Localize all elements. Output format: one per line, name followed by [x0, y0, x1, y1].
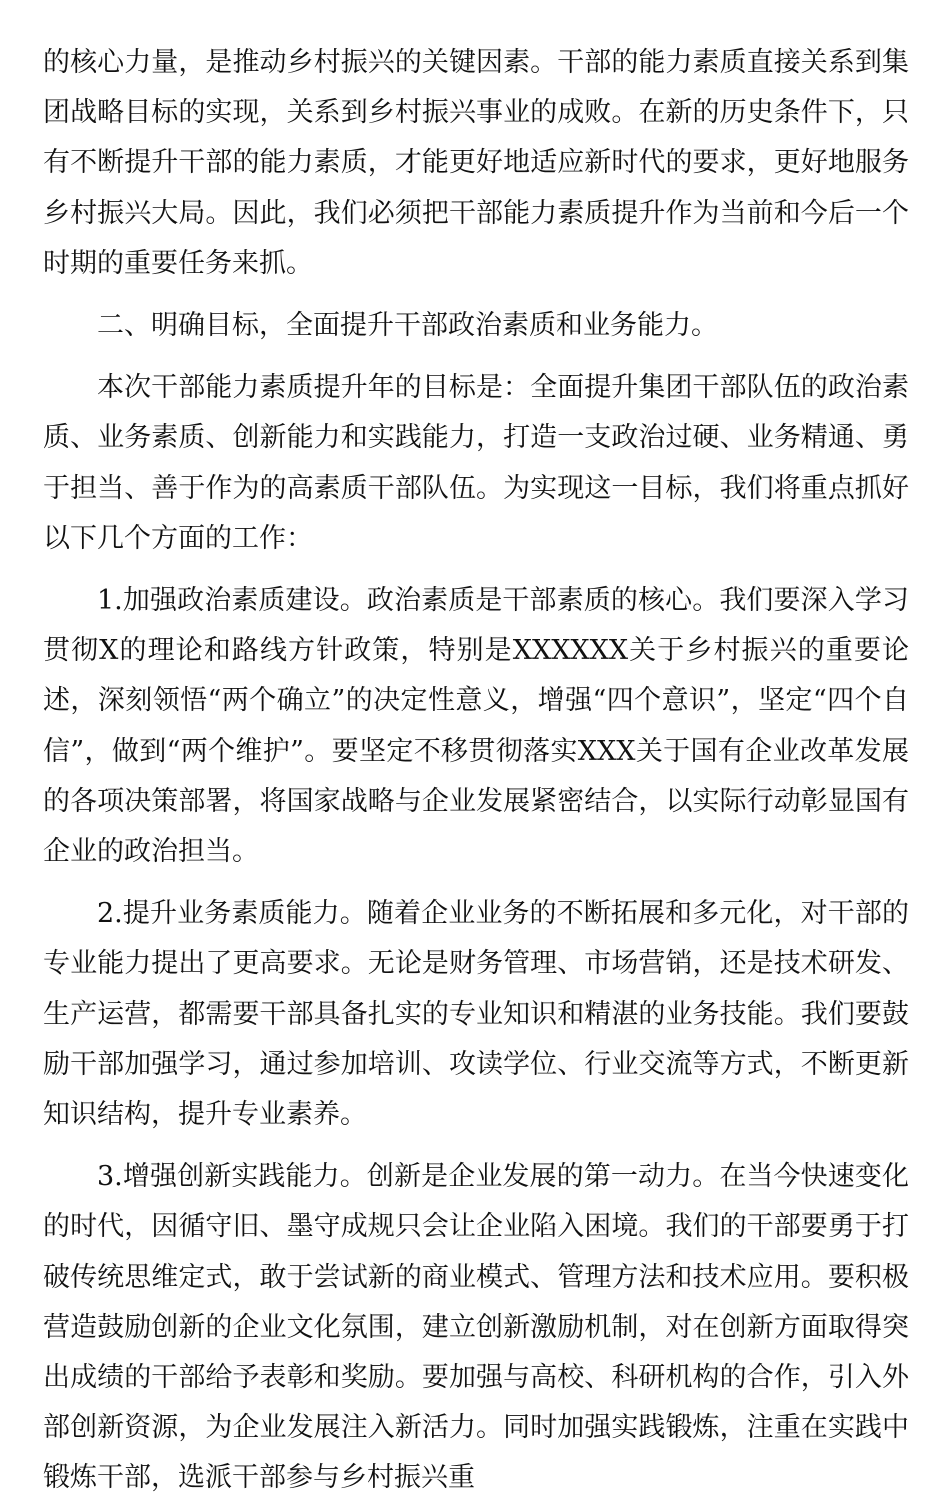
section-heading-2: 二、明确目标，全面提升干部政治素质和业务能力。: [97, 310, 718, 342]
item-business-ability: 2.提升业务素质能力。随着企业业务的不断拓展和多元化，对干部的专业能力提出了更高要求。无论是财务管理、市场营销，还是技术研发、生产运营，都需要干部具备扎实的专业知识和精湛的业务技能。我们要鼓励干部加强学习，通过参加培训、攻读学位、行业交流等方式，不断更新知识结构，提升专业素养。: [43, 898, 909, 1131]
item-political-quality: 1.加强政治素质建设。政治素质是干部素质的核心。我们要深入学习贯彻X的理论和路线方针政策，特别是XXXXXX关于乡村振兴的重要论述，深刻领悟“两个确立”的决定性意义，增强“四个意识”，坚定“四个自信”，做到“两个维护”。要坚定不移贯彻落实XXX关于国有企业改革发展的各项决策部署，将国家战略与企业发展紧密结合，以实际行动彰显国有企业的政治担当。: [43, 585, 909, 868]
document-page: [43, 38, 909, 1504]
paragraph-goal: 本次干部能力素质提升年的目标是：全面提升集团干部队伍的政治素质、业务素质、创新能力和实践能力，打造一支政治过硬、业务精通、勇于担当、善于作为的高素质干部队伍。为实现这一目标，我们将重点抓好以下几个方面的工作：: [43, 372, 909, 554]
item-innovation-practice: 3.增强创新实践能力。创新是企业发展的第一动力。在当今快速变化的时代，因循守旧、墨守成规只会让企业陷入困境。我们的干部要勇于打破传统思维定式，敢于尝试新的商业模式、管理方法和技术应用。要积极营造鼓励创新的企业文化氛围，建立创新激励机制，对在创新方面取得突出成绩的干部给予表彰和奖励。要加强与高校、科研机构的合作，引入外部创新资源，为企业发展注入新活力。同时加强实践锻炼，注重在实践中锻炼干部，选派干部参与乡村振兴重: [43, 1161, 909, 1494]
paragraph-continuation: 的核心力量，是推动乡村振兴的关键因素。干部的能力素质直接关系到集团战略目标的实现，关系到乡村振兴事业的成败。在新的历史条件下，只有不断提升干部的能力素质，才能更好地适应新时代的要求，更好地服务乡村振兴大局。因此，我们必须把干部能力素质提升作为当前和今后一个时期的重要任务来抓。: [43, 47, 909, 279]
